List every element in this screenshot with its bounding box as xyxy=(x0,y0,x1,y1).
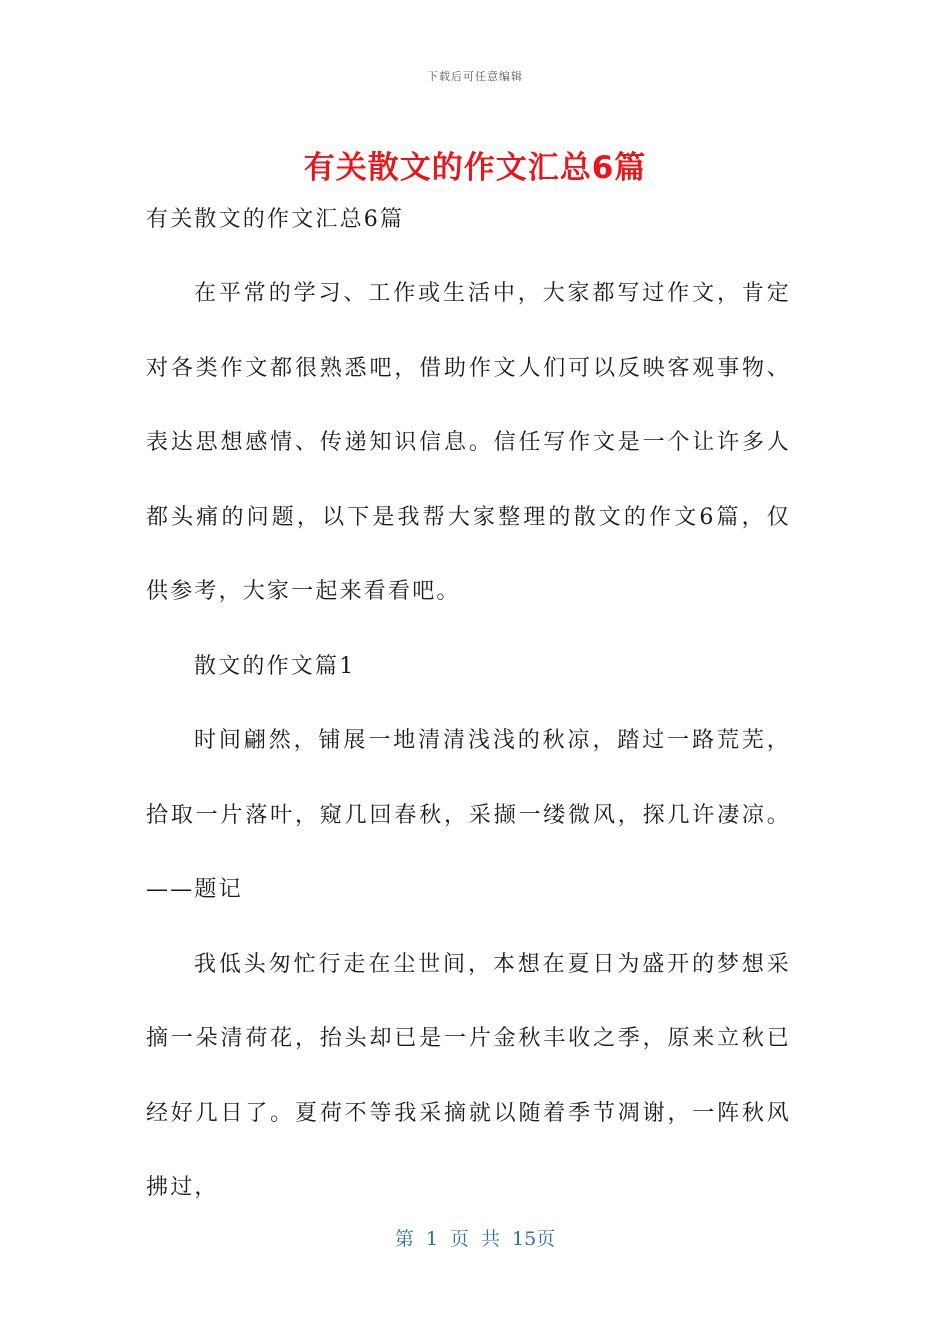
footer-page-total: 15页 xyxy=(511,1228,556,1250)
document-subtitle: 有关散文的作文汇总6篇 xyxy=(146,207,405,232)
paragraph-body: 我低头匆忙行走在尘世间，本想在夏日为盛开的梦想采摘一朵清荷花，抬头却已是一片金秋丰收之季，原来立秋已经好几日了。夏荷不等我采摘就以随着季节凋谢，一阵秋风拂过， xyxy=(146,951,791,1200)
paragraph-intro: 在平常的学习、工作或生活中，大家都写过作文，肯定对各类作文都很熟悉吧，借助作文人们可以反映客观事物、表达思想感情、传递知识信息。信任写作文是一个让许多人都头痛的问题，以下是我帮大家整理的散文的作文6篇，仅供参考，大家一起来看看吧。 xyxy=(146,281,791,604)
footer-page-mid: 页 共 xyxy=(449,1228,500,1250)
document-body xyxy=(146,196,791,1226)
page-footer xyxy=(0,1224,950,1251)
footer-page-number: 1 xyxy=(425,1228,438,1250)
document-title: 有关散文的作文汇总6篇 xyxy=(303,150,647,186)
paragraph-epigraph: 时间翩然，铺展一地清清浅浅的秋凉，踏过一路荒芜，拾取一片落叶，窥几回春秋，采撷一缕微风，探几许凄凉。——题记 xyxy=(146,728,791,902)
header-note: 下载后可任意编辑 xyxy=(427,70,523,83)
footer-page-prefix: 第 xyxy=(394,1228,414,1250)
section-heading: 散文的作文篇1 xyxy=(194,653,356,679)
